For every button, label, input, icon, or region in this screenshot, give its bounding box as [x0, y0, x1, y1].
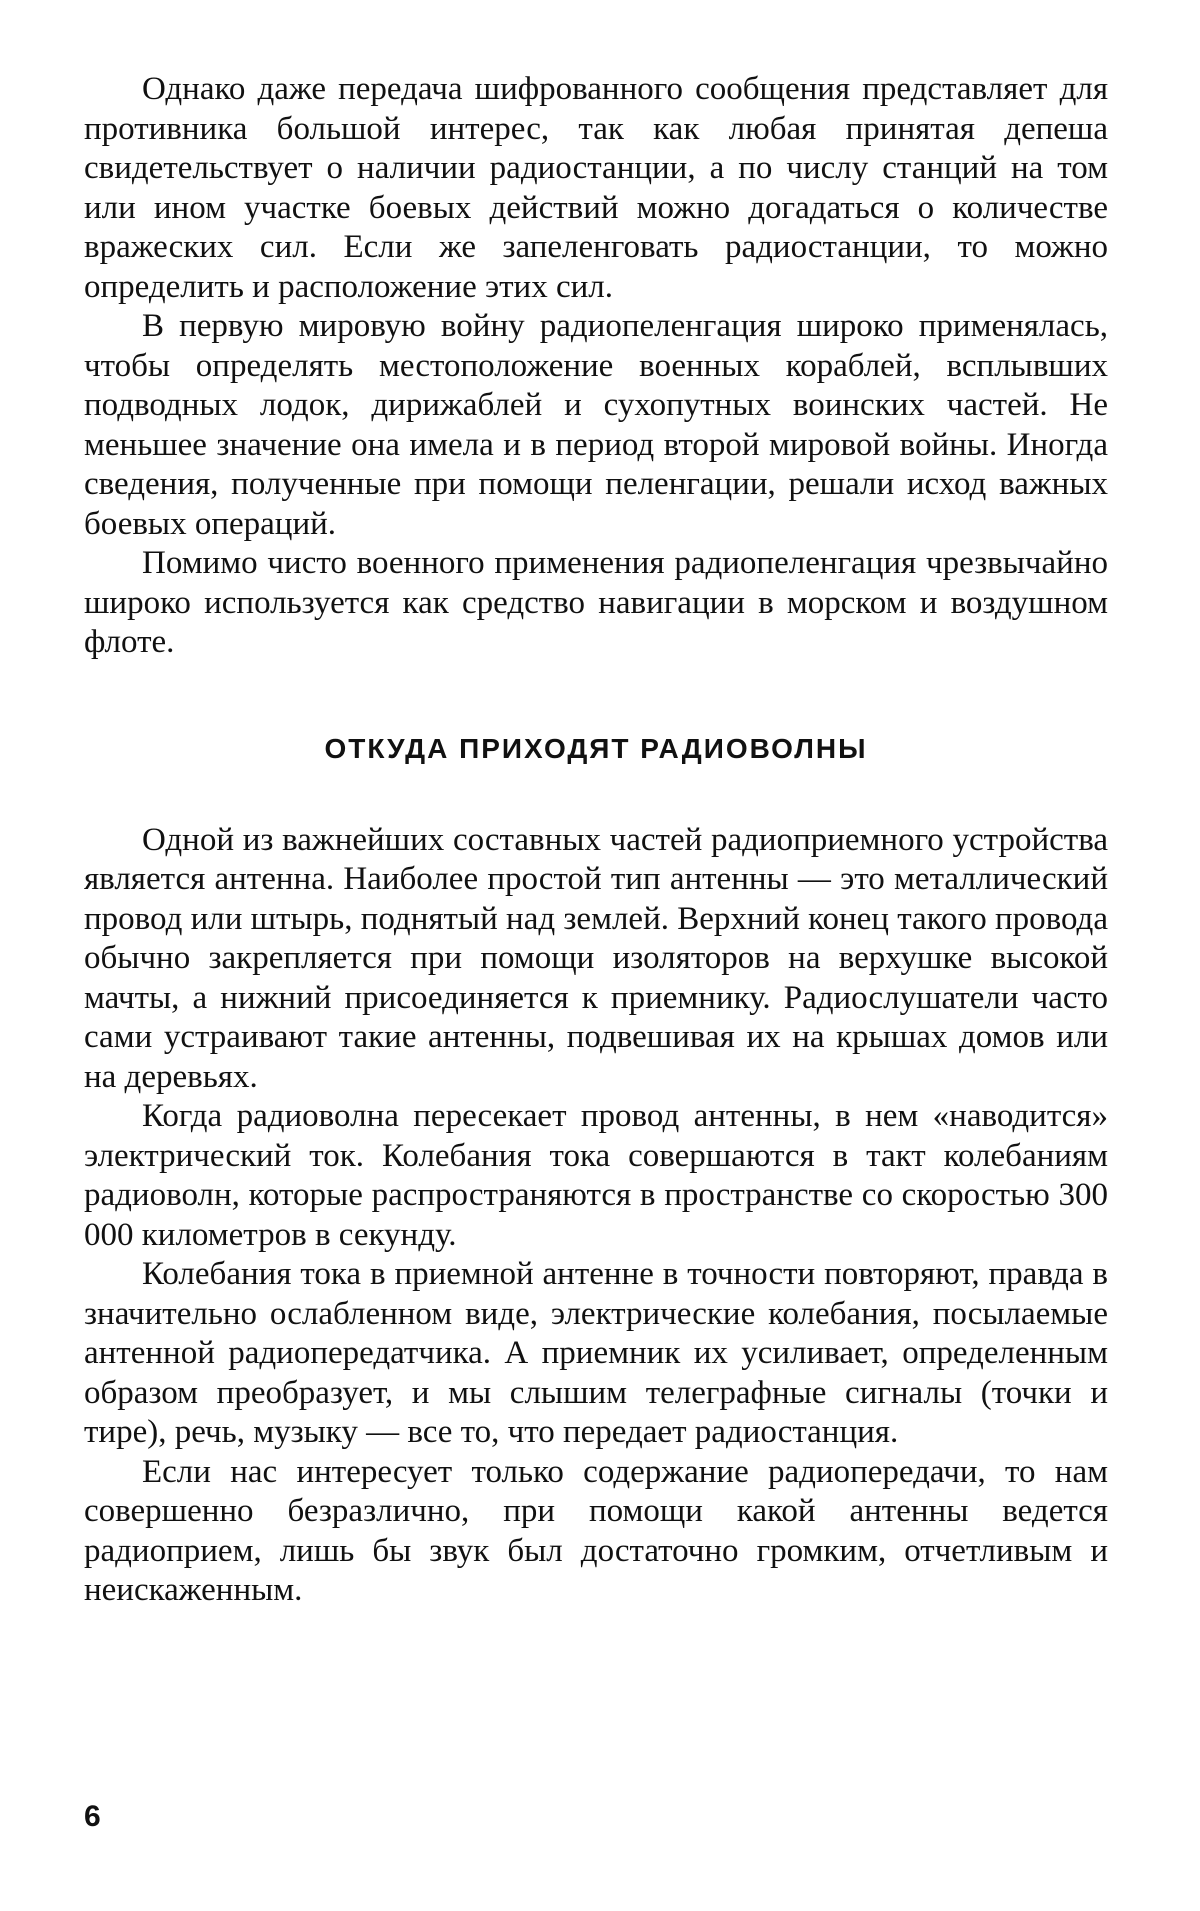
- paragraph: Если нас интересует только содержание радиопередачи, то нам совершенно безразлично, при помощи какой антенны ведется радиоприем, лишь бы звук был достаточно громким, отчетливым и неискаженным.: [84, 1453, 1108, 1608]
- page-number: 6: [84, 1800, 101, 1833]
- paragraph: Помимо чисто военного применения радиопеленгация чрезвычайно широко используется как средство навигации в морском и воздушном флоте.: [84, 545, 1108, 660]
- paragraph: Одной из важнейших составных частей радиоприемного устройства является антенна. Наиболее простой тип антенны — это металлический провод или штырь, поднятый над землей. Верхний конец такого провода обычно закрепляется при помощи изоляторов на верхушке высокой мачты, а нижний присоединяется к приемнику. Радиослушатели часто сами устраивают такие антенны, подвешивая их на крышах домов или на деревьях.: [84, 821, 1108, 1095]
- paragraph: Колебания тока в приемной антенне в точности повторяют, правда в значительно ослабленном виде, электрические колебания, посылаемые антенной радиопередатчика. А приемник их усиливает, определенным образом преобразует, и мы слышим телеграфные сигналы (точки и тире), речь, музыку — все то, что передает радиостанция.: [84, 1256, 1108, 1450]
- paragraph: Когда радиоволна пересекает провод антенны, в нем «наводится» электрический ток. Колебания тока совершаются в такт колебаниям радиоволн, которые распространяются в пространстве со скоростью 300 000 километров в секунду.: [84, 1098, 1108, 1253]
- paragraph: Однако даже передача шифрованного сообщения представляет для противника большой интерес, так как любая принятая депеша свидетельствует о наличии радиостанции, а по числу станций на том или ином участке боевых действий можно догадаться о количестве вражеских сил. Если же запеленговать радиостанции, то можно определить и расположение этих сил.: [84, 71, 1108, 305]
- book-page: [84, 70, 1108, 1870]
- section-heading: ОТКУДА ПРИХОДЯТ РАДИОВОЛНЫ: [324, 732, 868, 764]
- paragraph: В первую мировую войну радиопеленгация широко применялась, чтобы определять местоположение военных кораблей, всплывших подводных лодок, дирижаблей и сухопутных воинских частей. Не меньшее значение она имела и в период второй мировой войны. Иногда сведения, полученные при помощи пеленгации, решали исход важных боевых операций.: [84, 308, 1108, 542]
